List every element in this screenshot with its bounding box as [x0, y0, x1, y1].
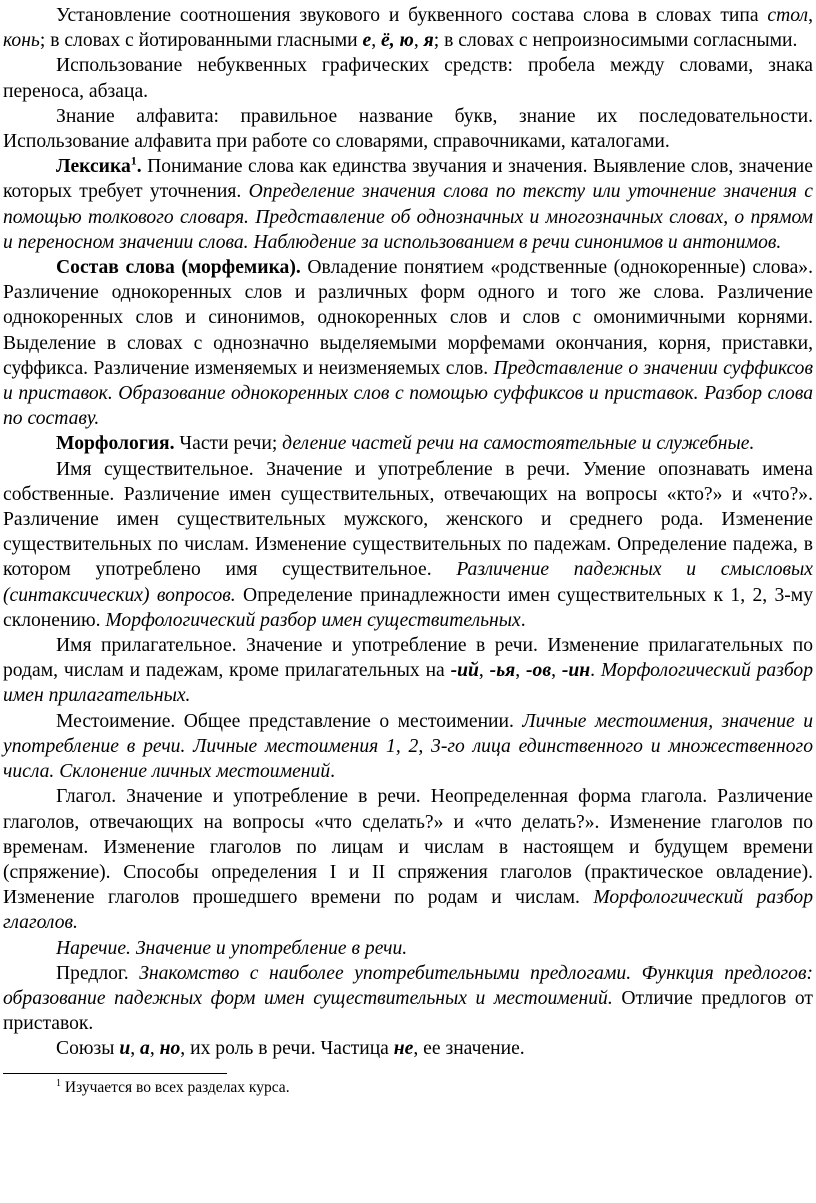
- section-heading-morphemics: Состав слова (морфемика).: [56, 257, 301, 279]
- paragraph-alphabet: Знание алфавита: правильное название букв, знание их последовательности. Использование алфавита при работе со словарями, справочниками, каталогами.: [3, 105, 813, 153]
- footnote-reference: 1: [130, 153, 137, 168]
- paragraph-preposition: Предлог. Знакомство с наиболее употребительными предлогами. Функция предлогов: образование падежных форм имен существительных и местоимений. Отличие предлогов от приставок.: [3, 962, 813, 1035]
- section-heading-lexicon: Лексика$^1$.: [56, 153, 142, 178]
- paragraph-morphemics: Состав слова (морфемика). Овладение понятием «родственные (однокоренные) слова». Различение однокоренных слов и различных форм одного и того же слова. Различение однокоренных слов и синонимов, однокоренных слов и слов с омонимичными корнями. Выделение в словах с однозначно выделяемыми морфемами окончания, корня, приставки, суффикса. Различение изменяемых и неизменяемых слов. Представление о значении суффиксов и приставок. Образование однокоренных слов с помощью суффиксов и приставок. Разбор слова по составу.: [3, 257, 813, 430]
- paragraph-adverb: Наречие. Значение и употребление в речи.: [56, 937, 408, 959]
- paragraph-noun: Имя существительное. Значение и употребление в речи. Умение опознавать имена собственные. Различение имен существительных, отвечающих на вопросы «кто?» и «что?». Различение имен существительных мужского, женского и среднего рода. Изменение существительных по числам. Изменение существительных по падежам. Определение падежа, в котором употреблено имя существительное. Различение падежных и смысловых (синтаксических) вопросов. Определение принадлежности имен существительных к 1, 2, 3-му склонению. Морфологический разбор имен существительных.: [3, 458, 814, 631]
- paragraph-pronoun: Местоимение. Общее представление о местоимении. Личные местоимения, значение и употребление в речи. Личные местоимения 1, 2, 3-го лица единственного и множественного числа. Склонение личных местоимений.: [3, 710, 813, 783]
- paragraph-lexicon: Лексика$^1$. Понимание слова как единства звучания и значения. Выявление слов, значение которых требует уточнения. Определение значения слова по тексту или уточнение значения с помощью толкового словаря. Представление об однозначных и многозначных словах, о прямом и переносном значении слова. Наблюдение за использованием в речи синонимов и антонимов.: [3, 153, 813, 253]
- section-heading-morphology: Морфология.: [56, 433, 175, 455]
- paragraph-graphic-means: Использование небуквенных графических средств: пробела между словами, знака переноса, абзаца.: [3, 55, 813, 102]
- paragraph-morphology: Морфология. Части речи; деление частей речи на самостоятельные и служебные.: [56, 433, 755, 455]
- paragraph-adjective: Имя прилагательное. Значение и употребление в речи. Изменение прилагательных по родам, числам и падежам, кроме прилагательных на -ий, -ья, -ов, -ин. Морфологический разбор имен прилагательных.: [3, 635, 814, 707]
- paragraph-verb: Глагол. Значение и употребление в речи. Неопределенная форма глагола. Различение глаголов, отвечающих на вопросы «что сделать?» и «что делать?». Изменение глаголов по временам. Изменение глаголов по лицам и числам в настоящем и будущем времени (спряжение). Способы определения I и II спряжения глаголов (практическое овладение). Изменение глаголов прошедшего времени по родам и числам. Морфологический разбор глаголов.: [3, 786, 813, 934]
- paragraph-phonetics-graphics: Установление соотношения звукового и буквенного состава слова в словах типа стол, конь; в словах с йотированными гласными е, ё, ю, я; в словах с непроизносимыми согласными.: [3, 5, 813, 52]
- footnote: $^1$ Изучается во всех разделах курса.: [56, 1077, 290, 1096]
- footnote-mark: 1: [56, 1077, 61, 1089]
- footnote-separator: [3, 1073, 227, 1074]
- paragraph-conjunctions: Союзы и, а, но, их роль в речи. Частица не, ее значение.: [56, 1038, 525, 1060]
